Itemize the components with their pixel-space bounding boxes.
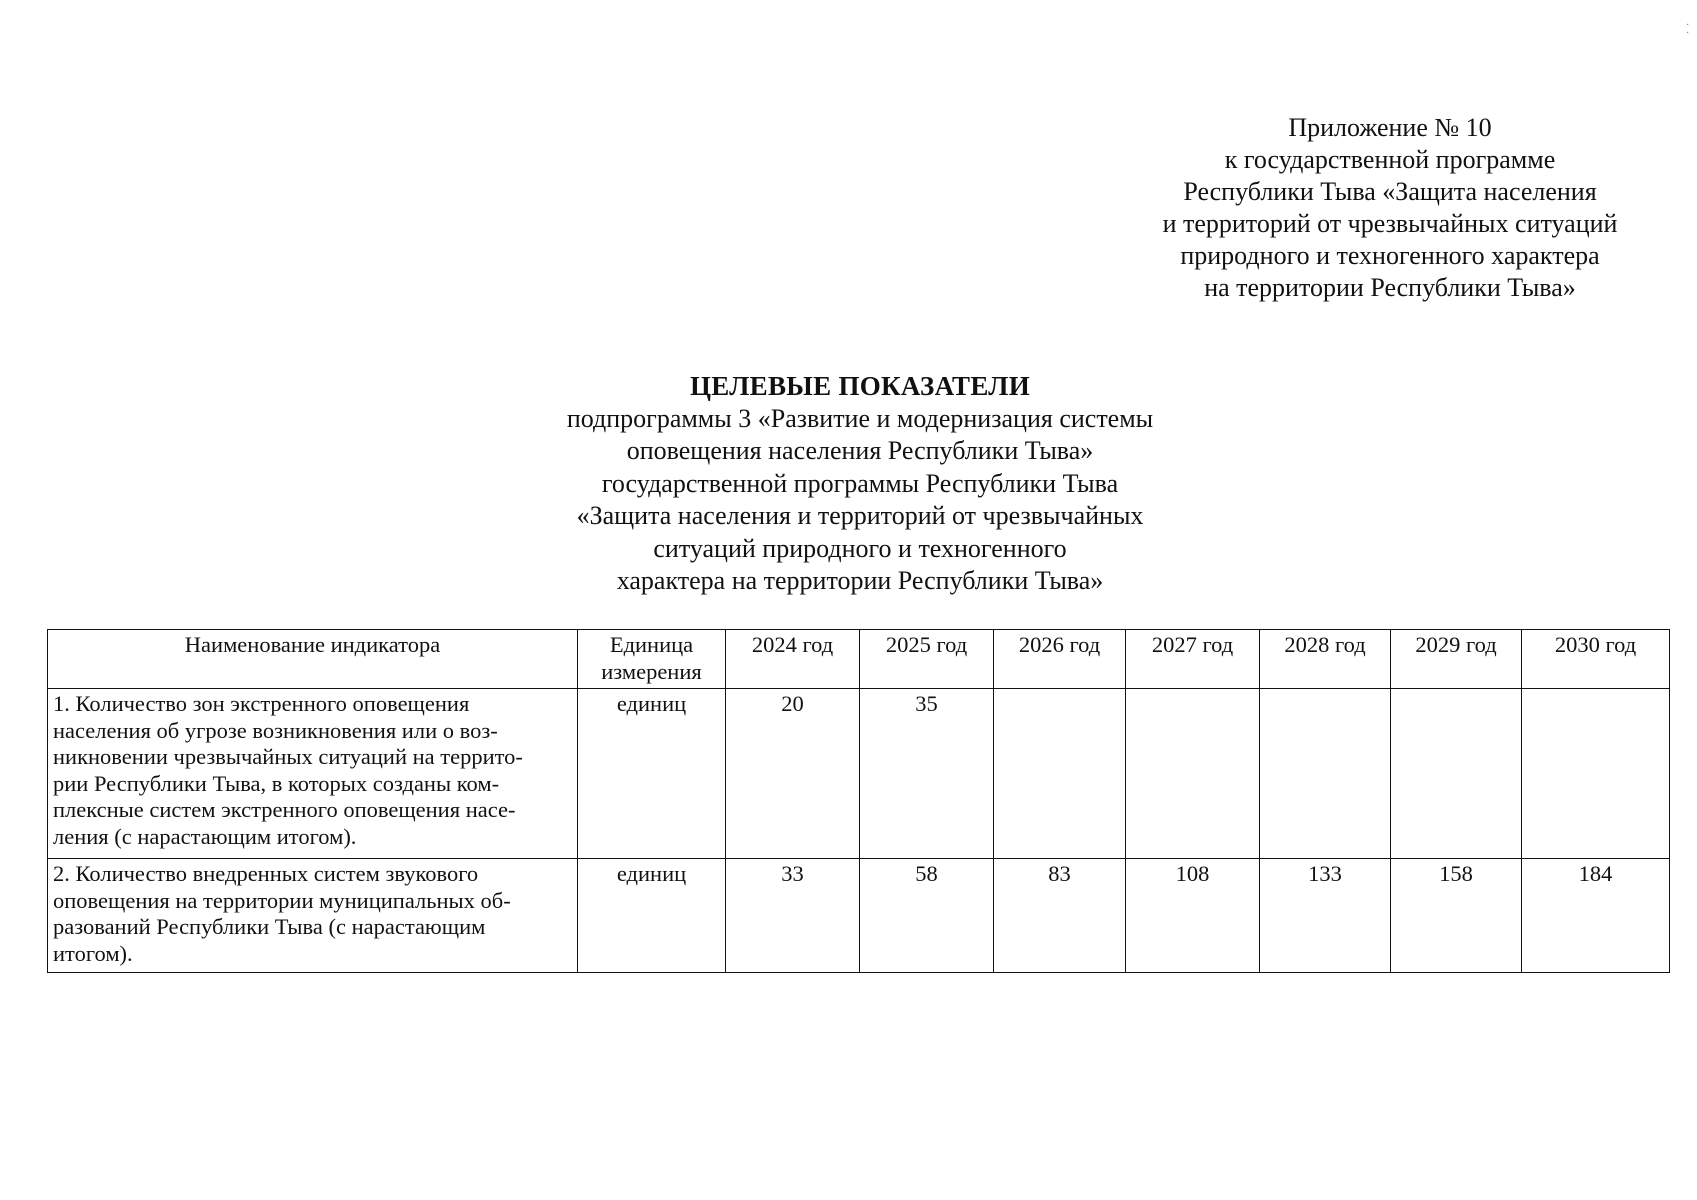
value-cell: 133 — [1260, 859, 1391, 973]
value-cell: 20 — [726, 689, 860, 859]
value-cell — [1260, 689, 1391, 859]
header-year: 2025 год — [860, 630, 994, 689]
appendix-line: к государственной программе — [1224, 145, 1556, 174]
indicator-name-cell — [48, 859, 578, 973]
indicator-name-line: 2. Количество внедренных систем звукового — [53, 861, 479, 886]
value-cell — [994, 689, 1126, 859]
appendix-line: природного и техногенного характера — [1180, 241, 1600, 270]
subtitle-line: подпрограммы 3 «Развитие и модернизация системы — [566, 403, 1154, 433]
value-cell — [1391, 689, 1522, 859]
value-cell: 184 — [1522, 859, 1670, 973]
scan-artifact-mark: · · — [1686, 20, 1690, 39]
header-year: 2028 год — [1260, 630, 1391, 689]
indicator-name-line: никновении чрезвычайных ситуаций на террито- — [53, 744, 523, 769]
value-cell — [1126, 689, 1260, 859]
header-unit — [578, 630, 726, 689]
page-title: ЦЕЛЕВЫЕ ПОКАЗАТЕЛИ — [689, 371, 1031, 401]
appendix-note — [1120, 112, 1660, 304]
subtitle-line: оповещения населения Республики Тыва» — [626, 436, 1094, 465]
appendix-line: Республики Тыва «Защита населения — [1183, 177, 1597, 206]
unit-cell: единиц — [578, 689, 726, 859]
indicator-name-line: 1. Количество зон экстренного оповещения — [53, 691, 470, 716]
document-title-block — [440, 370, 1280, 598]
appendix-line: на территории Республики Тыва» — [1204, 273, 1576, 302]
subtitle-line: «Защита населения и территорий от чрезвычайных — [576, 501, 1144, 530]
header-year: 2030 год — [1522, 630, 1670, 689]
table-row — [48, 689, 1670, 859]
indicator-name-line: разований Республики Тыва (с нарастающим — [53, 914, 486, 939]
header-year: 2027 год — [1126, 630, 1260, 689]
value-cell: 158 — [1391, 859, 1522, 973]
header-year: 2026 год — [994, 630, 1126, 689]
value-cell: 83 — [994, 859, 1126, 973]
appendix-line: Приложение № 10 — [1288, 113, 1492, 142]
subtitle-line: характера на территории Республики Тыва» — [616, 566, 1104, 595]
unit-cell: единиц — [578, 859, 726, 973]
indicator-name-line: рии Республики Тыва, в которых созданы ком- — [53, 770, 500, 796]
value-cell: 35 — [860, 689, 994, 859]
value-cell: 58 — [860, 859, 994, 973]
indicators-table — [47, 629, 1670, 973]
header-unit-line: Единица — [609, 632, 694, 657]
indicator-name-line: плексные систем экстренного оповещения насе- — [53, 797, 516, 822]
value-cell — [1522, 689, 1670, 859]
indicator-name-line: ления (с нарастающим итогом). — [53, 823, 357, 849]
indicator-name-cell — [48, 689, 578, 859]
indicator-name-line: итогом). — [53, 940, 133, 966]
subtitle-line: ситуаций природного и техногенного — [653, 533, 1067, 563]
indicator-name-line: оповещения на территории муниципальных об- — [53, 887, 511, 913]
value-cell: 108 — [1126, 859, 1260, 973]
header-unit-line: измерения — [601, 658, 702, 684]
table-row — [48, 859, 1670, 973]
subtitle-line: государственной программы Республики Тыва — [601, 468, 1119, 498]
header-year: 2029 год — [1391, 630, 1522, 689]
header-indicator-name: Наименование индикатора — [48, 630, 578, 689]
appendix-line: и территорий от чрезвычайных ситуаций — [1162, 209, 1618, 238]
indicator-name-line: населения об угрозе возникновения или о воз- — [53, 717, 498, 743]
value-cell: 33 — [726, 859, 860, 973]
table-header-row — [48, 630, 1670, 689]
header-year: 2024 год — [726, 630, 860, 689]
